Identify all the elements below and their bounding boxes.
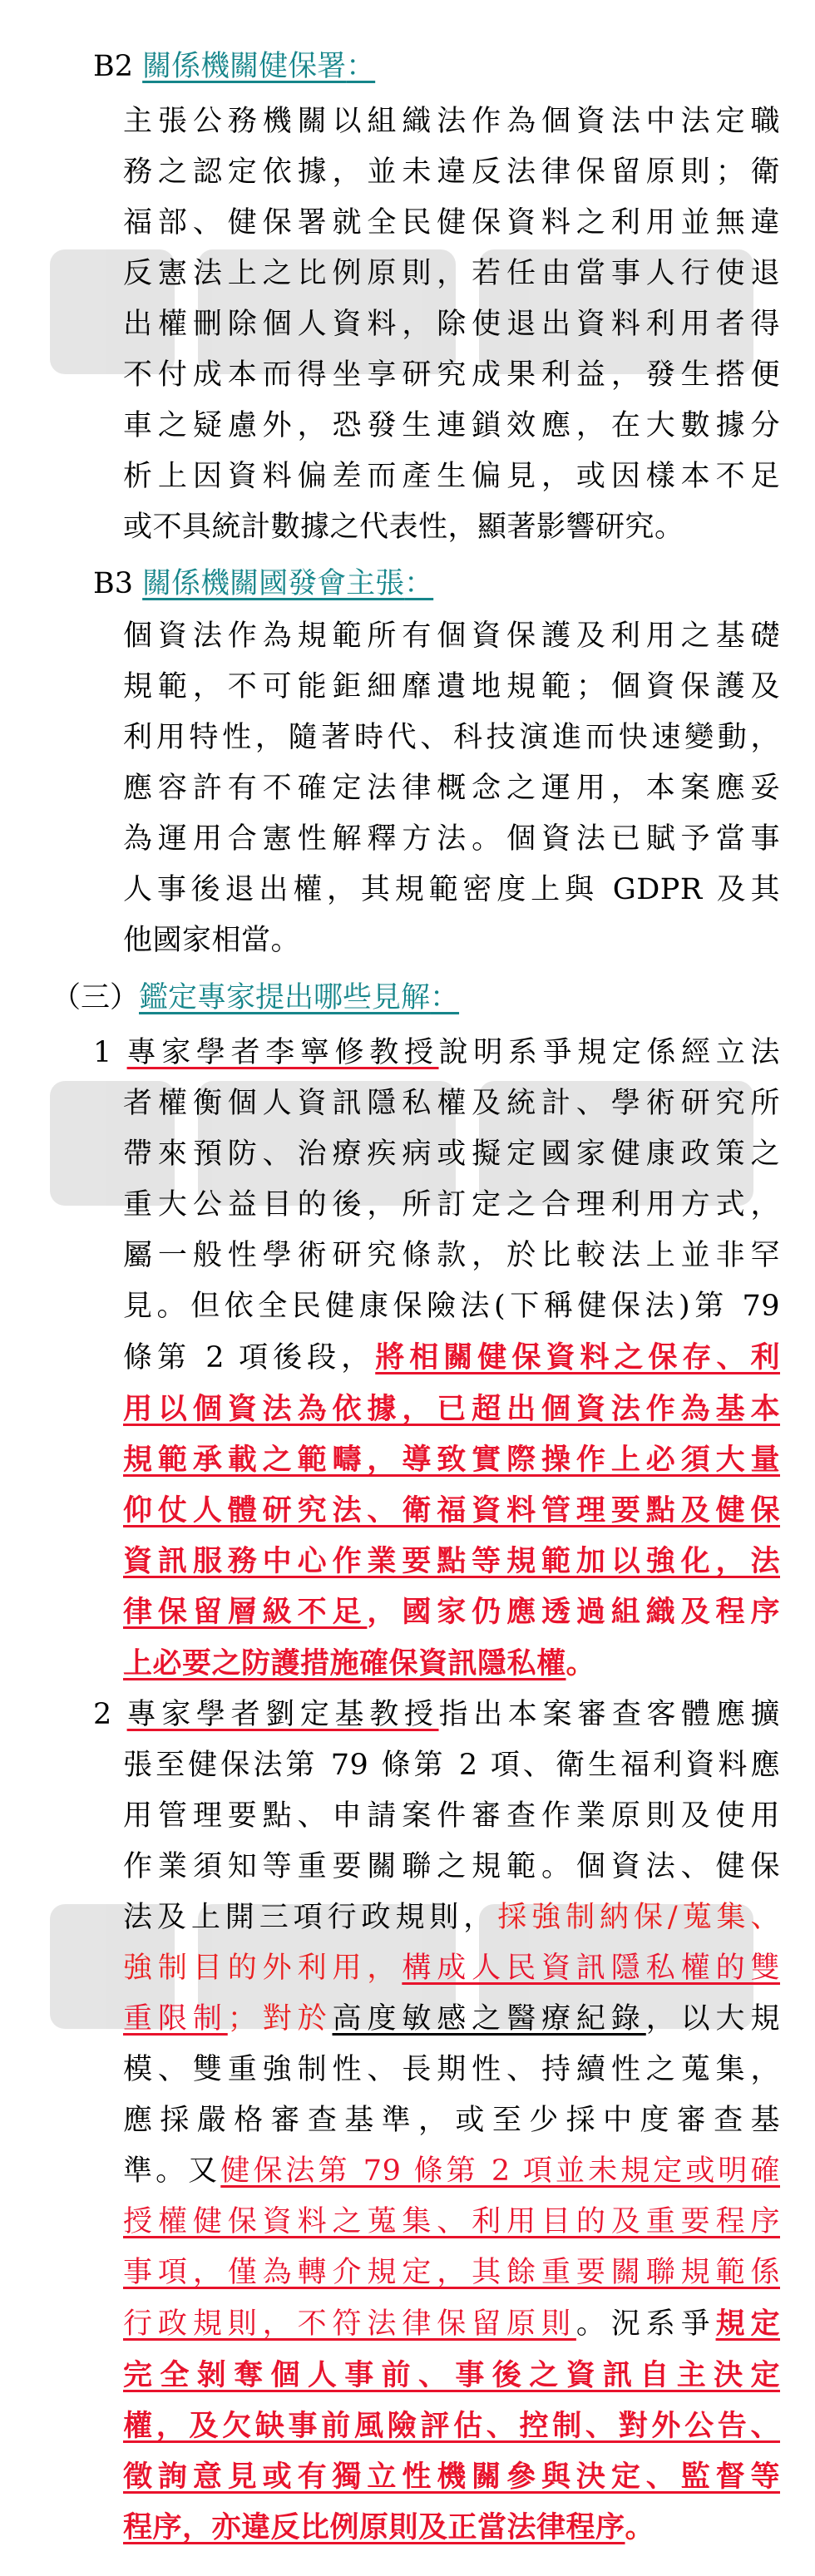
b3-line: 利用特性，隨著時代、科技演進而快速變動， [123, 721, 780, 754]
expert-1-emphasis: 用以個資法為依據，已超出個資法作為基本 [123, 1392, 780, 1426]
expert-1-period: 。 [566, 1646, 596, 1680]
expert-2-line [123, 2146, 780, 2197]
expert-2-emphasis: 規定 [715, 2307, 780, 2341]
expert-1-emphasis: ，國家仍應透過組織及程序 [367, 1595, 780, 1629]
expert-1-emphasis: 仰仗人體研究法、衛福資料管理要點及健保 [123, 1493, 780, 1527]
b3-colon: ： [404, 567, 434, 600]
expert-1-number: 1 [93, 1036, 112, 1069]
expert-1-emphasis: 資訊服務中心作業要點等規範加以強化，法 [123, 1544, 780, 1578]
expert-2-text: 法及上開三項行政規則， [123, 1901, 498, 1934]
b2-line: 或不具統計數據之代表性，顯著影響研究。 [123, 511, 684, 544]
section-3-heading [52, 973, 459, 1024]
b2-heading [93, 42, 375, 92]
expert-2-highlight: 健保法第 79 條第 2 項並未規定或明確 [220, 2154, 780, 2188]
expert-1-line [123, 1332, 780, 1384]
section-3-colon: ： [430, 981, 460, 1014]
expert-2-text: 。況系爭 [575, 2307, 716, 2341]
b3-line: 應容許有不確定法律概念之運用，本案應妥 [123, 772, 780, 805]
expert-2-text: ，以大規 [645, 2002, 780, 2036]
b3-line: 為運用合憲性解釋方法。個資法已賦予當事 [123, 822, 780, 856]
b2-body [123, 96, 780, 553]
expert-2-highlight: 授權健保資料之蒐集、利用目的及重要程序 [123, 2205, 780, 2238]
b2-line: 車之疑慮外，恐發生連鎖效應，在大數據分 [123, 409, 780, 442]
expert-2-line [123, 1893, 780, 1943]
b3-title: 關係機關國發會主張 [142, 567, 405, 600]
expert-1-emphasis: 律保留層級不足 [123, 1595, 368, 1629]
expert-1-line: 者權衡個人資訊隱私權及統計、學術研究所 [123, 1087, 780, 1120]
section-3-number: （三） [52, 981, 140, 1014]
expert-1-line [123, 1638, 780, 1690]
b2-number: B2 [93, 50, 133, 83]
expert-2-highlight: 構成人民資訊隱私權的雙 [402, 1952, 780, 1985]
expert-2-line: 用管理要點、申請案件審查作業原則及使用 [123, 1799, 780, 1833]
expert-1-text: 條第 2 項後段， [123, 1341, 376, 1374]
expert-1-emphasis: 規範承載之範疇，導致實際操作上必須大量 [123, 1443, 780, 1477]
expert-2-line [93, 1690, 780, 1740]
expert-2-opinion [93, 1690, 780, 2554]
b2-line: 不付成本而得坐享研究成果利益，發生搭便 [123, 358, 780, 392]
expert-1-emphasis: 將相關健保資料之保存、利 [375, 1340, 780, 1374]
expert-2-highlight: 採強制納保/蒐集、 [497, 1901, 780, 1934]
expert-2-text: 指出本案審查客體應擴 [438, 1698, 780, 1731]
b2-line: 反憲法上之比例原則，若任由當事人行使退 [123, 257, 780, 290]
expert-2-line: 張至健保法第 79 條第 2 項、衛生福利資料應 [123, 1749, 780, 1782]
expert-2-line: 作業須知等重要關聯之規範。個資法、健保 [123, 1850, 780, 1883]
b2-title: 關係機關健保署 [142, 50, 347, 83]
expert-2-line [123, 1994, 780, 2045]
b2-line: 務之認定依據，並未違反法律保留原則；衛 [123, 155, 780, 189]
expert-1-emphasis: 上必要之防護措施確保資訊隱私權 [123, 1646, 566, 1680]
b3-line: 他國家相當。 [123, 924, 301, 957]
expert-2-underlined: 高度敏感之醫療紀錄 [332, 2002, 646, 2036]
b2-line: 析上因資料偏差而產生偏見，或因樣本不足 [123, 460, 780, 493]
expert-2-highlight: 事項，僅為轉介規定，其餘重要關聯規範係 [123, 2256, 780, 2289]
expert-1-name: 專家學者李寧修教授 [126, 1036, 439, 1069]
expert-2-highlight: 行政規則，不符法律保留原則 [123, 2307, 576, 2341]
b3-line: 規範，不可能鉅細靡遺地規範；個資保護及 [123, 670, 780, 703]
expert-2-line [123, 2502, 780, 2554]
expert-2-highlight: 重限制 [123, 2002, 228, 2036]
expert-2-emphasis: 完全剝奪個人事前、事後之資訊自主決定 [123, 2358, 780, 2392]
expert-2-emphasis: 權，及欠缺事前風險評估、控制、對外公告、 [123, 2409, 780, 2443]
expert-2-number: 2 [93, 1698, 112, 1731]
expert-2-line [123, 2298, 780, 2350]
expert-1-text: 說明系爭規定係經立法 [438, 1036, 780, 1069]
expert-1-line [123, 1587, 780, 1638]
b2-line: 出權刪除個人資料，除使退出資料利用者得 [123, 308, 780, 341]
expert-2-period: 。 [625, 2510, 655, 2544]
b2-colon: ： [346, 50, 376, 83]
expert-2-line [123, 1943, 780, 1994]
b2-line: 主張公務機關以組織法作為個資法中法定職 [123, 105, 780, 138]
section-3-title: 鑑定專家提出哪些見解 [139, 981, 431, 1014]
b3-heading [93, 559, 433, 609]
b3-body [123, 611, 780, 966]
b3-line: 個資法作為規範所有個資保護及利用之基礎 [123, 619, 780, 653]
expert-2-line: 模、雙重強制性、長期性、持續性之蒐集， [123, 2053, 780, 2086]
expert-1-line: 重大公益目的後，所訂定之合理利用方式， [123, 1188, 780, 1221]
expert-1-opinion [93, 1028, 780, 1690]
expert-1-line [93, 1028, 780, 1078]
b2-line: 福部、健保署就全民健保資料之利用並無違 [123, 206, 780, 239]
expert-2-name: 專家學者劉定基教授 [126, 1698, 439, 1731]
expert-2-text: 準。又 [123, 2154, 221, 2188]
expert-2-highlight: 強制目的外利用， [123, 1952, 403, 1985]
expert-2-emphasis: 程序，亦違反比例原則及正當法律程序 [123, 2510, 625, 2544]
b3-line: 人事後退出權，其規範密度上與 GDPR 及其 [123, 873, 780, 906]
expert-2-line: 應採嚴格審查基準，或至少採中度審查基 [123, 2104, 780, 2137]
expert-1-line: 見。但依全民健康保險法(下稱健保法)第 79 [123, 1290, 780, 1323]
expert-2-emphasis: 徵詢意見或有獨立性機關參與決定、監督等 [123, 2460, 780, 2494]
expert-1-line: 帶來預防、治療疾病或擬定國家健康政策之 [123, 1137, 780, 1171]
expert-2-text: ；對於 [227, 2002, 333, 2036]
expert-1-line: 屬一般性學術研究條款，於比較法上並非罕 [123, 1239, 780, 1272]
b3-number: B3 [93, 567, 133, 600]
